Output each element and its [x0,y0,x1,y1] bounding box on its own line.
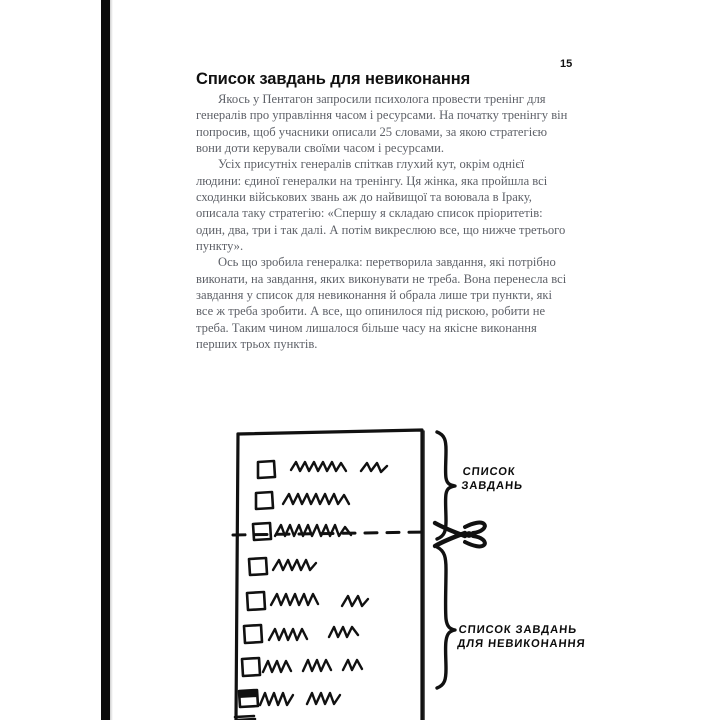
cut-line [233,532,425,535]
book-gutter-shadow [101,0,110,720]
page-title: Список завдань для невиконання [196,70,471,89]
list-item [247,592,368,610]
list-item [249,558,316,575]
body-text [196,91,568,353]
brace-top [437,432,455,539]
illustration-svg [225,420,625,720]
list-item [258,461,387,478]
illustration-label-nottodo: СПИСОК ЗАВДАНЬ ДЛЯ НЕВИКОНАННЯ [456,624,587,650]
brace-group [437,432,455,688]
page-left-void [0,0,101,720]
paragraph-2: Усіх присутніх генералів спіткав глухий кут, окрім однієї людини: єдиної генералки на тренінгу. Ця жінка, яка пройшла всі сходинки військових звань аж до найвищої та воювала в Іраку, описала таку стратегію: «Спершу я складаю список пріоритетів: один, два, три і так далі. А потім викреслюю все, що нижче третього пункту». [196,157,566,254]
list-item [253,523,351,540]
list-item [256,492,349,509]
list-rows [233,461,425,720]
brace-bottom [437,547,455,688]
list-item [239,690,340,707]
paragraph-1: Якось у Пентагон запросили психолога провести тренінг для генералів про управління часом і ресурсами. На початку тренінгу він попросив, щоб учасники описали 25 словами, за якою стратегією вони доти керували своїми часом і ресурсами. [196,92,568,156]
page-number: 15 [560,58,573,70]
illustration-label-todo: СПИСОК ЗАВДАНЬ [460,466,524,492]
list-item [242,658,362,676]
illustration-todo-list [225,420,625,720]
paragraph-3: Ось що зробила генералка: перетворила завдання, які потрібно виконати, на завдання, яких виконувати не треба. Вона перенесла всі завдання у список для невиконання й обрала лише три пункти, які все ж треба зробити. А все, що опинилося під рискою, робити не треба. Таким чином лишалося більше часу на якісне виконання перших трьох пунктів. [196,255,567,352]
list-item [235,716,255,720]
list-item [244,625,358,643]
